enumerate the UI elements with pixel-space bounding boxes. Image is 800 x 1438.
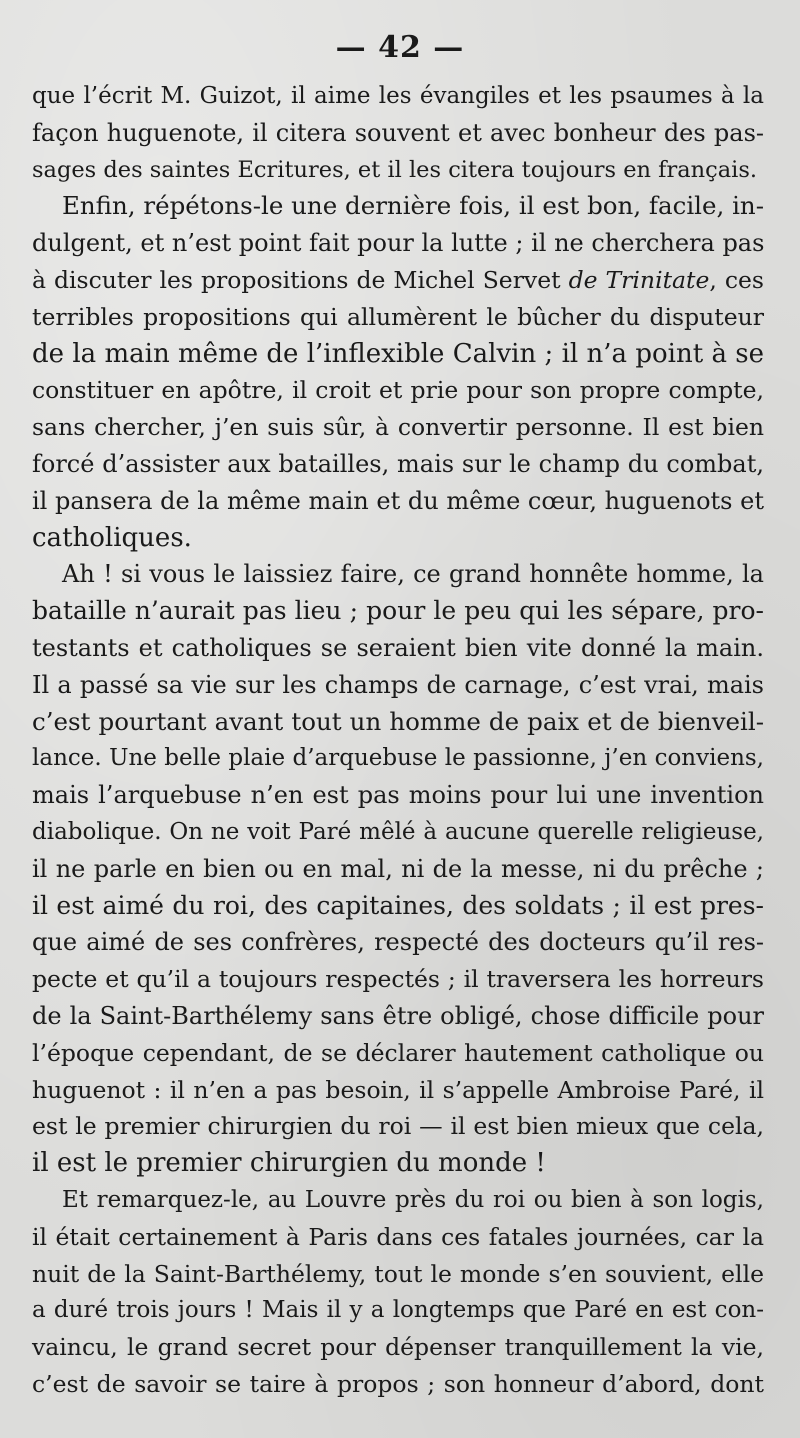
text-line: l’époque cependant, de se déclarer hautement catholique ou [32, 1038, 764, 1067]
text-line: de la Saint-Barthélemy sans être obligé, chose difficile pour [32, 1001, 764, 1030]
text-line: mais l’arquebuse n’en est pas moins pour lui une invention [32, 781, 764, 810]
text-line: terribles propositions qui allumèrent le bûcher du disputeur [32, 302, 764, 331]
text-line: c’est pourtant avant tout un homme de paix et de bienveil- [32, 706, 764, 736]
text-line: a duré trois jours ! Mais il y a longtemps que Paré en est con- [32, 1297, 764, 1324]
text-line: il pansera de la même main et du même cœur, huguenots et [32, 486, 764, 515]
text-line: façon huguenote, il citera souvent et avec bonheur des pas- [32, 118, 764, 147]
text-line: Et remarquez-le, au Louvre près du roi ou bien à son logis, [62, 1186, 764, 1213]
text-segment: à discuter les propositions de Michel Servet [32, 265, 569, 294]
text-segment: , ces [709, 265, 764, 294]
text-line: catholiques. [32, 522, 192, 553]
text-line: Il a passé sa vie sur les champs de carnage, c’est vrai, mais [32, 670, 764, 699]
text-line: sans chercher, j’en suis sûr, à convertir personne. Il est bien [32, 413, 764, 442]
text-line: il est aimé du roi, des capitaines, des soldats ; il est pres- [32, 890, 764, 920]
text-line: dulgent, et n’est point fait pour la lutte ; il ne cherchera pas [32, 229, 765, 258]
text-line: il ne parle en bien ou en mal, ni de la messe, ni du prêche ; [32, 854, 764, 883]
body-text [32, 78, 764, 1403]
text-line: forcé d’assister aux batailles, mais sur le champ du combat, [32, 449, 764, 478]
text-line: il était certainement à Paris dans ces fatales journées, car la [32, 1222, 764, 1251]
text-line: que aimé de ses confrères, respecté des docteurs qu’il res- [32, 928, 764, 957]
text-line: il est le premier chirurgien du monde ! [32, 1148, 546, 1179]
text-line: vaincu, le grand secret pour dépenser tranquillement la vie, [32, 1333, 764, 1362]
text-line: sages des saintes Ecritures, et il les citera toujours en français. [32, 156, 758, 183]
text-line: lance. Une belle plaie d’arquebuse le passionne, j’en conviens, [32, 745, 764, 772]
text-line: Ah ! si vous le laissiez faire, ce grand honnête homme, la [62, 560, 764, 589]
text-line: diabolique. On ne voit Paré mêlé à aucune querelle religieuse, [32, 818, 764, 845]
text-line: nuit de la Saint-Barthélemy, tout le monde s’en souvient, elle [32, 1259, 764, 1288]
text-line: bataille n’aurait pas lieu ; pour le peu qui les sépare, pro- [32, 596, 764, 626]
italic-title: de Trinitate [568, 265, 710, 294]
page-number: — 42 — [335, 30, 465, 65]
text-line: est le premier chirurgien du roi — il est bien mieux que cela, [32, 1112, 764, 1141]
text-line: constituer en apôtre, il croit et prie pour son propre compte, [32, 376, 764, 405]
text-line: Enfin, répétons-le une dernière fois, il est bon, facile, in- [62, 191, 764, 221]
text-line: que l’écrit M. Guizot, il aime les évangiles et les psaumes à la [32, 83, 764, 109]
text-line: pecte et qu’il a toujours respectés ; il traversera les horreurs [32, 965, 764, 994]
text-line: c’est de savoir se taire à propos ; son honneur d’abord, dont [32, 1369, 764, 1398]
text-line [32, 262, 764, 299]
text-line: huguenot : il n’en a pas besoin, il s’appelle Ambroise Paré, il [32, 1075, 764, 1104]
text-line: de la main même de l’inflexible Calvin ; il n’a point à se [32, 338, 764, 369]
text-line: testants et catholiques se seraient bien vite donné la main. [32, 633, 764, 662]
